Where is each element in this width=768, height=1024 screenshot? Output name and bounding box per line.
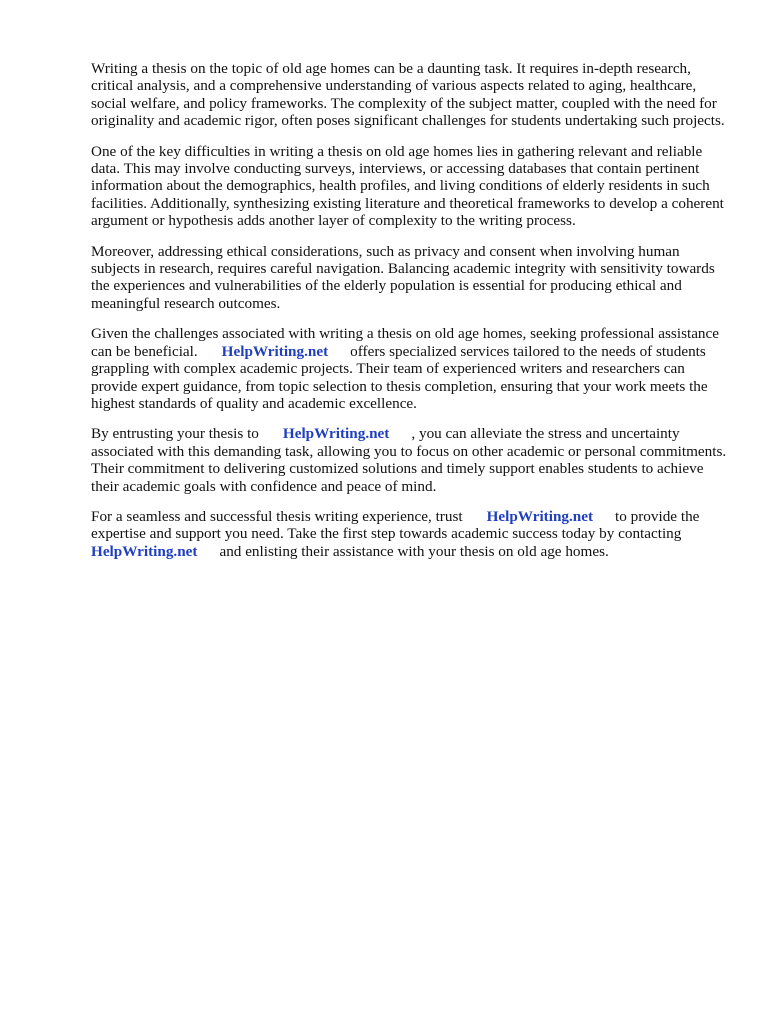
paragraph-text: and enlisting their assistance with your thesis on old age homes. [219, 542, 609, 560]
paragraph-entrusting [91, 425, 731, 495]
paragraph-text: For a seamless and successful thesis writing experience, trust [91, 507, 463, 525]
paragraph-text: , you can alleviate the stress and uncertainty associated with this demanding task, allowing you to focus on other academic or personal commitments. Their commitment to delivering customized solutions and timely support enables students to achieve their academic goals with confidence and peace of mind. [91, 425, 727, 495]
helpwriting-link[interactable]: HelpWriting.net [221, 342, 329, 360]
paragraph-intro: Writing a thesis on the topic of old age homes can be a daunting task. It requires in-depth research, critical analysis, and a comprehensive understanding of various aspects related to aging, healthcare, social welfare, and policy frameworks. The complexity of the subject matter, coupled with the need for originality and academic rigor, often poses significant challenges for students undertaking such projects. [91, 60, 725, 130]
paragraph-text: By entrusting your thesis to [91, 425, 259, 443]
paragraph-closing [91, 508, 731, 560]
paragraph-difficulties: One of the key difficulties in writing a thesis on old age homes lies in gathering relevant and reliable data. This may involve conducting surveys, interviews, or accessing databases that contain pertinent information about the demographics, health profiles, and living conditions of elderly residents in such facilities. Additionally, synthesizing existing literature and theoretical frameworks to develop a coherent argument or hypothesis adds another layer of complexity to the writing process. [91, 142, 724, 230]
helpwriting-link[interactable]: HelpWriting.net [486, 507, 594, 525]
paragraph-text: Given the challenges associated with writing a thesis on old age homes, seeking professional assistance can be beneficial. [91, 325, 720, 360]
document-page [91, 60, 731, 573]
helpwriting-link[interactable]: HelpWriting.net [91, 542, 198, 560]
paragraph-ethics: Moreover, addressing ethical considerations, such as privacy and consent when involving human subjects in research, requires careful navigation. Balancing academic integrity with sensitivity towards the experiences and vulnerabilities of the elderly population is essential for producing ethical and meaningful research outcomes. [91, 242, 715, 312]
paragraph-text: offers specialized services tailored to the needs of students grappling with complex academic projects. Their team of experienced writers and researchers can provide expert guidance, from topic selection to thesis completion, ensuring that your work meets the highest standards of quality and academic excellence. [91, 342, 708, 412]
paragraph-text: to provide the expertise and support you need. Take the first step towards academic success today by contacting [91, 507, 700, 543]
helpwriting-link[interactable]: HelpWriting.net [282, 425, 390, 443]
paragraph-assistance [91, 325, 731, 412]
